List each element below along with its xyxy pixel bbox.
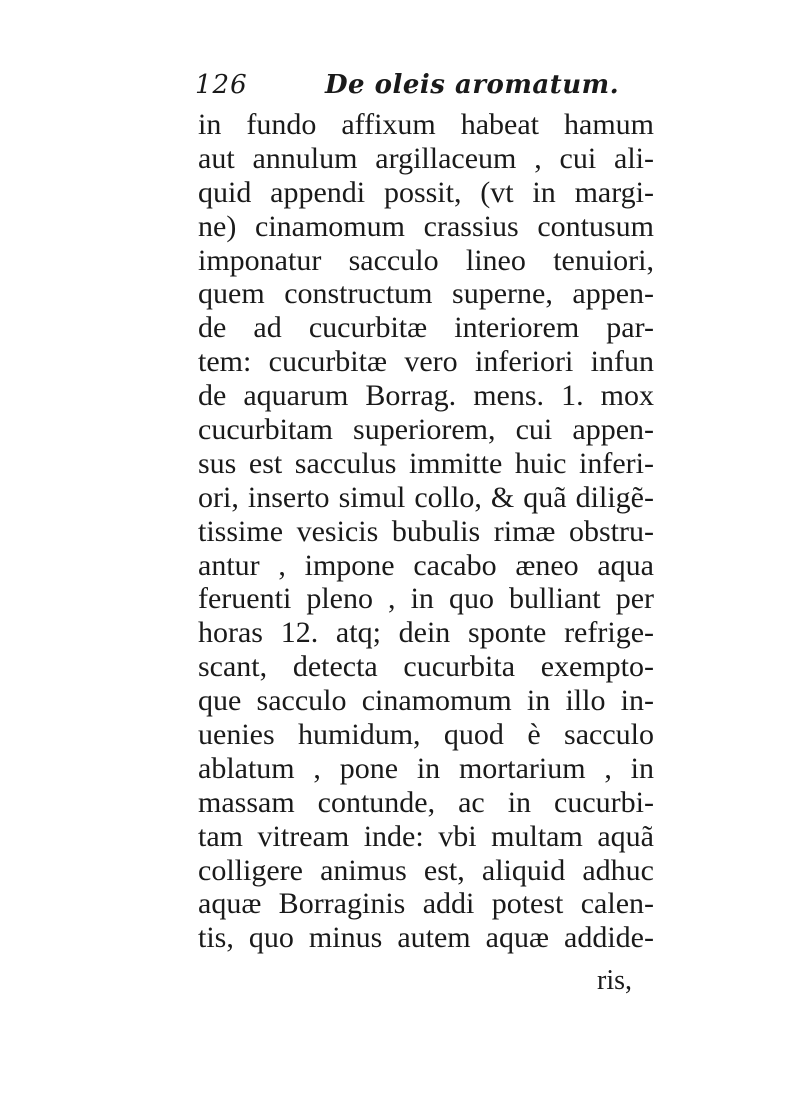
text-line: tem: cucurbitæ vero inferiori infun — [198, 345, 654, 379]
text-line: ne) cinamomum crassius contusum — [198, 209, 654, 243]
text-line: quid appendi possit, (vt in margi- — [198, 175, 654, 209]
text-line: ablatum , pone in mortarium , in — [198, 751, 654, 785]
text-line: aut annulum argillaceum , cui ali- — [198, 141, 654, 175]
catchword: ris, — [597, 965, 632, 996]
text-line: in fundo affixum habeat hamum — [198, 108, 654, 141]
text-line: tis, quo minus autem aquæ addide- — [198, 921, 654, 955]
text-line: tissime vesicis bubulis rimæ obstru- — [198, 514, 654, 548]
text-line: feruenti pleno , in quo bulliant per — [198, 582, 654, 616]
text-line: que sacculo cinamomum in illo in- — [198, 684, 654, 718]
text-line: sus est sacculus immitte huic inferi- — [198, 446, 654, 480]
text-line: quem constructum superne, appen- — [198, 277, 654, 311]
running-head — [195, 70, 655, 110]
text-line: antur , impone cacabo æneo aqua — [198, 548, 654, 582]
text-line: tam vitream inde: vbi multam aquã — [198, 819, 654, 853]
text-line: ori, inserto simul collo, & quã diligẽ- — [198, 480, 654, 514]
text-line: uenies humidum, quod è sacculo — [198, 718, 654, 752]
text-line: horas 12. atq; dein sponte refrige- — [198, 616, 654, 650]
text-line: de aquarum Borrag. mens. 1. mox — [198, 379, 654, 413]
running-title: De oleis aromatum. — [325, 70, 620, 100]
text-line: imponatur sacculo lineo tenuiori, — [198, 243, 654, 277]
text-line: de ad cucurbitæ interiorem par- — [198, 311, 654, 345]
text-line: aquæ Borraginis addi potest calen- — [198, 887, 654, 921]
text-line: massam contunde, ac in cucurbi- — [198, 785, 654, 819]
text-line: cucurbitam superiorem, cui appen- — [198, 413, 654, 447]
text-line: colligere animus est, aliquid adhuc — [198, 853, 654, 887]
page-number: 126 — [195, 70, 248, 100]
text-line: scant, detecta cucurbita exempto- — [198, 650, 654, 684]
body-text — [198, 108, 654, 955]
